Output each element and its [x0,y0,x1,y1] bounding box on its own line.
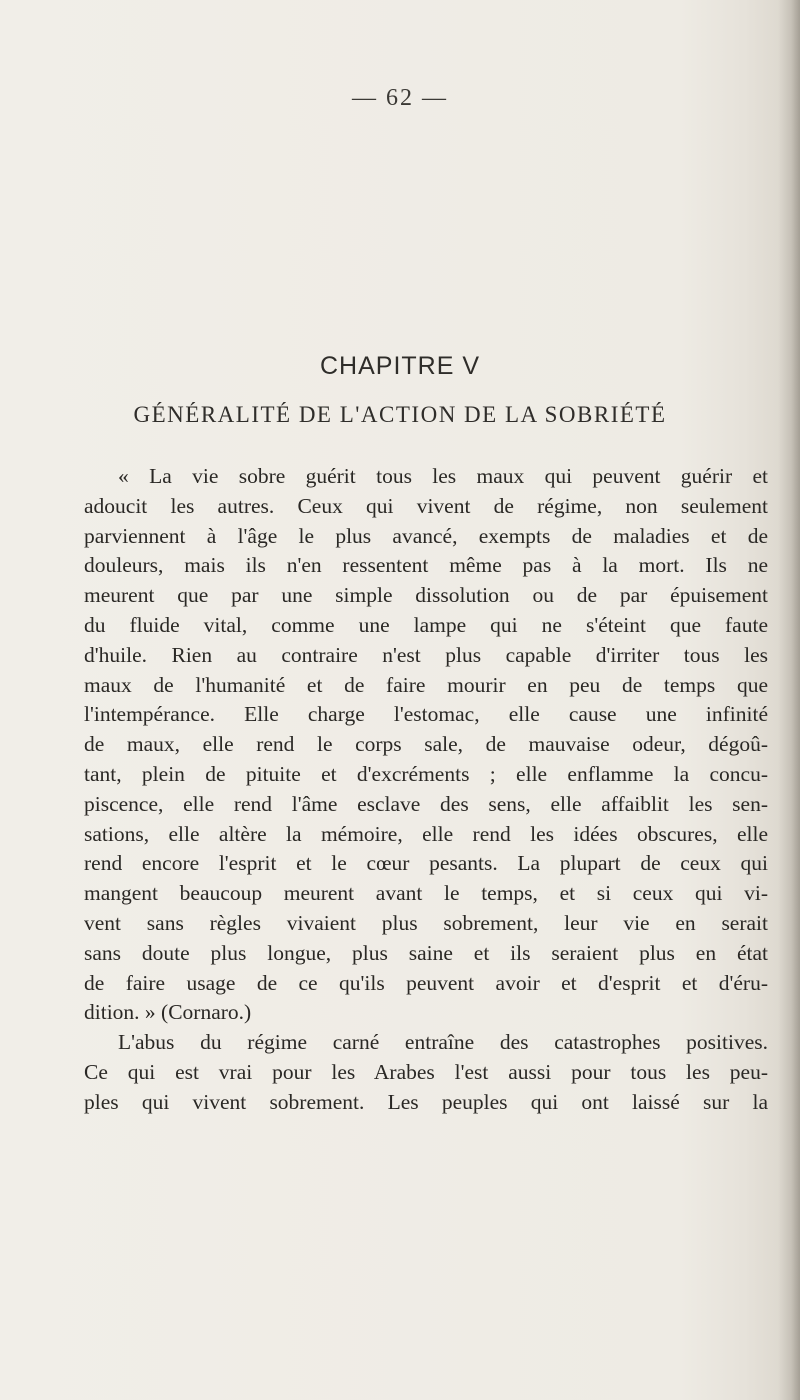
text-line: tant, plein de pituite et d'excréments ; elle enflamme la concu- [84,761,768,786]
page-number: — 62 — [352,85,448,111]
text-line: meurent que par une simple dissolution ou de par épuisement [84,583,768,608]
text-line: dition. » (Cornaro.) [84,1000,252,1025]
text-line: Ce qui est vrai pour les Arabes l'est aussi pour tous les peu- [84,1059,768,1084]
text-line: parviennent à l'âge le plus avancé, exempts de maladies et de [84,523,768,548]
text-line: de maux, elle rend le corps sale, de mauvaise odeur, dégoû- [84,732,768,757]
body-text [84,462,768,1118]
text-line: sations, elle altère la mémoire, elle rend les idées obscures, elle [84,821,768,846]
text-line: ples qui vivent sobrement. Les peuples qui ont laissé sur la [84,1089,768,1114]
text-line: L'abus du régime carné entraîne des catastrophes positives. [118,1030,768,1055]
text-line: douleurs, mais ils n'en ressentent même pas à la mort. Ils ne [84,553,768,578]
text-line: mangent beaucoup meurent avant le temps, et si ceux qui vi- [84,881,768,906]
text-line: de faire usage de ce qu'ils peuvent avoir et d'esprit et d'éru- [84,970,768,995]
text-line: vent sans règles vivaient plus sobrement, leur vie en serait [84,910,768,935]
text-line: piscence, elle rend l'âme esclave des sens, elle affaiblit les sen- [84,791,768,816]
chapter-subtitle: GÉNÉRALITÉ DE L'ACTION DE LA SOBRIÉTÉ [133,402,667,427]
text-line: du fluide vital, comme une lampe qui ne s'éteint que faute [84,612,768,637]
page-edge-shadow [778,0,800,1400]
text-line: adoucit les autres. Ceux qui vivent de régime, non seulement [84,493,768,518]
text-line: l'intempérance. Elle charge l'estomac, elle cause une infinité [84,702,768,727]
text-line: d'huile. Rien au contraire n'est plus capable d'irriter tous les [84,642,768,667]
text-line: rend encore l'esprit et le cœur pesants. La plupart de ceux qui [84,851,768,876]
chapter-title: CHAPITRE V [319,352,481,380]
text-line: sans doute plus longue, plus saine et ils seraient plus en état [84,940,768,965]
text-line: maux de l'humanité et de faire mourir en peu de temps que [84,672,768,697]
text-line: « La vie sobre guérit tous les maux qui peuvent guérir et [118,464,768,488]
